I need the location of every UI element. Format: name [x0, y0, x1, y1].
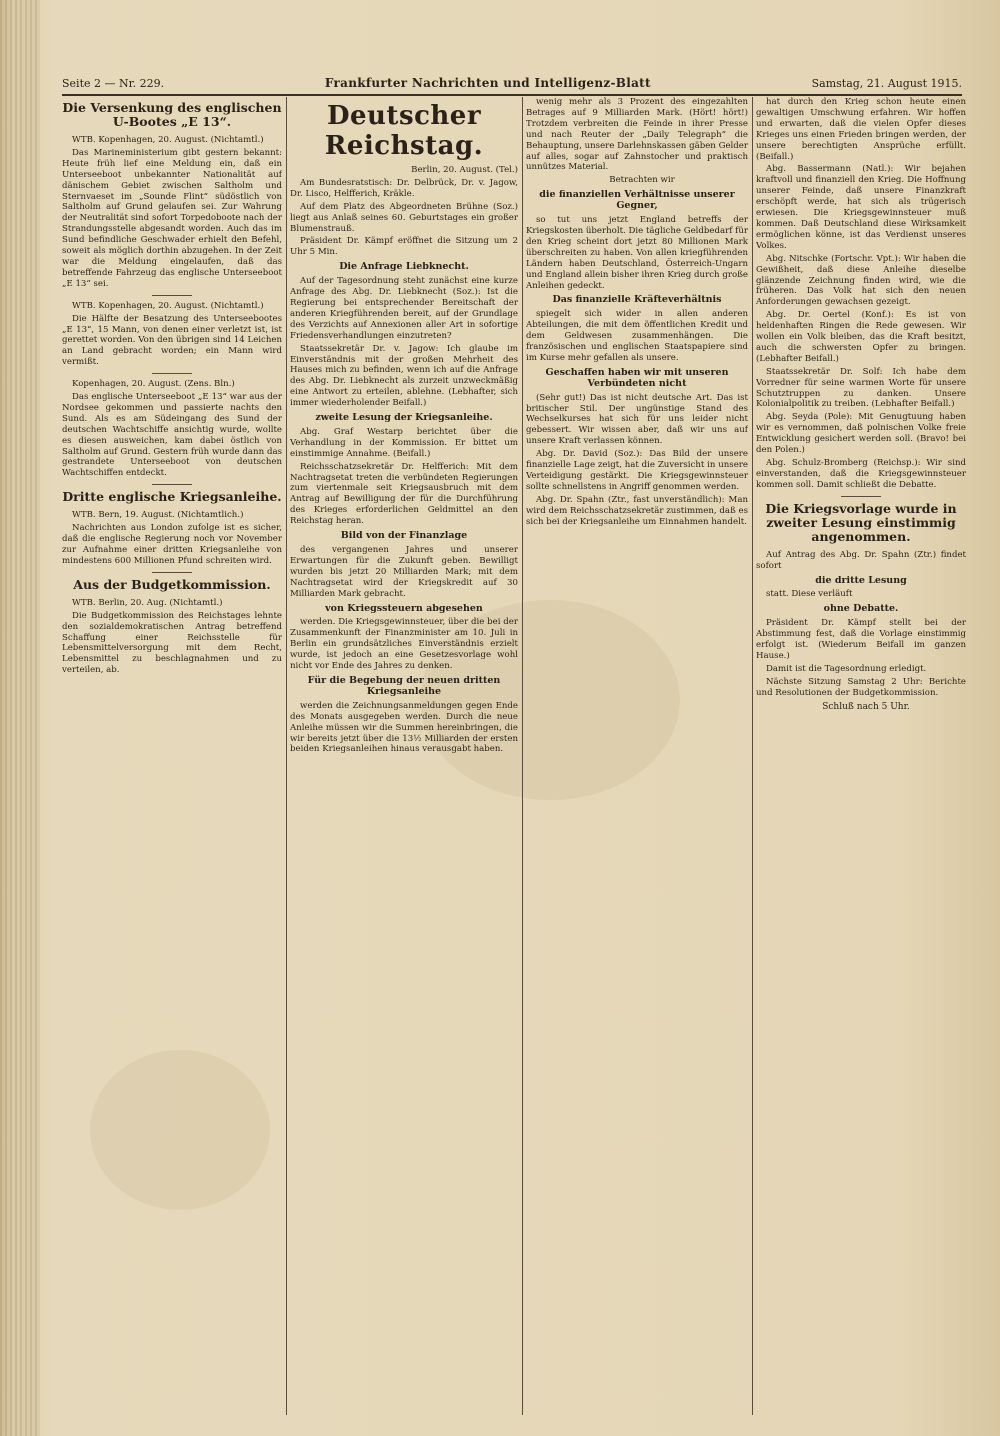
column-rule	[752, 97, 753, 1415]
separator	[152, 572, 192, 573]
column-rule	[522, 97, 523, 1415]
section-subheading: Geschaffen haben wir mit unseren Verbündeten nicht	[545, 366, 729, 389]
article-text: Präsident Dr. Kämpf eröffnet die Sitzung um 2 Uhr 5 Min.	[290, 236, 518, 258]
section-subheading: ohne Debatte.	[823, 603, 899, 615]
article-headline: Die Kriegsvorlage wurde in zweiter Lesung einstimmig angenommen.	[765, 500, 957, 544]
section-subheading: die finanziellen Verhältnisse unserer Gegner,	[539, 189, 735, 212]
closing-note: Schluß nach 5 Uhr.	[822, 701, 910, 712]
article-headline: Aus der Budgetkommission.	[73, 576, 271, 592]
article-text: spiegelt sich wider in allen anderen Abteilungen, die mit dem öffentlichen Kredit und dem Geldwesen zusammenhängen. Die französischen und englischen Staatspapiere sind im Kurse mehr gefallen als unsere.	[526, 309, 748, 363]
column-3	[526, 97, 748, 1415]
column-1	[62, 97, 282, 1415]
article-text: Abg. Seyda (Pole): Mit Genugtuung haben wir es vernommen, daß polnischen Volke freie Entwicklung gesichert werden soll. (Bravo! bei den Polen.)	[756, 412, 966, 456]
article-text: Präsident Dr. Kämpf stellt bei der Abstimmung fest, daß die Vorlage einstimmig erfolgt ist. (Wiederum Beifall im ganzen Hause.)	[756, 618, 966, 661]
article-text: Betrachten wir	[609, 175, 675, 186]
separator	[152, 373, 192, 374]
article-text: statt. Diese verläuft	[766, 589, 853, 600]
article-text: hat durch den Krieg schon heute einen gewaltigen Umschwung erfahren. Wir hoffen und erwarten, daß die vielen Opfer dieses Krieges uns einen Frieden bringen werden, der unsere berechtigten Ansprüche erfüllt. (Beifall.)	[756, 97, 966, 162]
article-text: Nachrichten aus London zufolge ist es sicher, daß die englische Regierung noch vor November zur Aufnahme einer dritten Kriegsanleihe von mindestens 600 Millionen Pfund schreiten wird.	[62, 523, 282, 566]
article-text: (Sehr gut!) Das ist nicht deutsche Art. Das ist britischer Stil. Der ungünstige Stand des Wechselkurses hat sich für uns leider nicht gebessert. Wir wissen aber, daß wir uns auf unsere Kraft verlassen können.	[526, 392, 748, 447]
dateline: WTB. Kopenhagen, 20. August. (Nichtamtl.)	[72, 300, 264, 311]
dateline: Kopenhagen, 20. August. (Zens. Bln.)	[72, 379, 235, 390]
section-subheading: von Kriegssteuern abgesehen	[325, 602, 483, 614]
header-masthead: Frankfurter Nachrichten und Intelligenz-Blatt	[324, 76, 651, 90]
article-text: Am Bundesratstisch: Dr. Delbrück, Dr. v. Jagow, Dr. Lisco, Helfferich, Kräkle.	[290, 177, 518, 199]
article-text: wenig mehr als 3 Prozent des eingezahlten Betrages auf 9 Milliarden Mark. (Hört! hört!) Trotzdem verbreiten die Feinde in ihrer Presse und nach Reuter der „Daily Telegraph“ die Behauptung, unsere Darlehnskassen gäben Gelder auf alles, sogar auf Zahnstocher und praktisch unnützes Material.	[526, 97, 748, 173]
article-headline: Dritte englische Kriegsanleihe.	[62, 489, 282, 505]
article-text: so tut uns jetzt England betreffs der Kriegskosten überholt. Die tägliche Geldbedarf für den Krieg scheint dort jetzt 80 Millionen Mark überschreiten zu haben. Von allen kriegführenden Ländern haben Deutschland, Österreich-Ungarn und England allein bisher ihren Krieg durch große Anleihen gedeckt.	[526, 215, 748, 291]
dateline: WTB. Berlin, 20. Aug. (Nichtamtl.)	[72, 597, 223, 608]
header-page-number: Seite 2 — Nr. 229.	[62, 76, 165, 90]
article-text: Auf dem Platz des Abgeordneten Brühne (Soz.) liegt aus Anlaß seines 60. Geburtstages ein großer Blumenstrauß.	[290, 201, 518, 234]
section-subheading: Die Anfrage Liebknecht.	[339, 261, 469, 273]
page-binding-edge	[0, 0, 40, 1436]
page-title: Deutscher Reichstag.	[324, 101, 484, 161]
article-text: werden die Zeichnungsanmeldungen gegen Ende des Monats ausgegeben werden. Durch die neue Anleihe müssen wir die Summen hereinbringen, die wir bereits jetzt über die 13½ Milliarden der ersten beiden Kriegsanleihen hinaus verausgabt haben.	[290, 700, 518, 755]
separator	[152, 295, 192, 296]
page-header	[62, 72, 962, 96]
section-subheading: zweite Lesung der Kriegsanleihe.	[315, 412, 493, 424]
article-text: Abg. Schulz-Bromberg (Reichsp.): Wir sind einverstanden, daß die Kriegsgewinnsteuer kommen soll. Damit schließt die Debatte.	[756, 458, 966, 490]
article-text: Nächste Sitzung Samstag 2 Uhr: Berichte und Resolutionen der Budgetkommission.	[756, 676, 966, 698]
dateline: Berlin, 20. August. (Tel.)	[411, 165, 518, 175]
separator	[152, 484, 192, 485]
dateline: WTB. Bern, 19. August. (Nichtamtlich.)	[72, 510, 244, 521]
section-subheading: Das finanzielle Kräfteverhältnis	[552, 294, 722, 306]
article-text: Abg. Nitschke (Fortschr. Vpt.): Wir haben die Gewißheit, daß diese Anleihe dieselbe glänzende Zeichnung finden wird, wie die früheren. Das Volk hat sich den neuen Anforderungen gewachsen gezeigt.	[756, 253, 966, 308]
article-text: Damit ist die Tagesordnung erledigt.	[766, 663, 927, 674]
article-text: Das englische Unterseeboot „E 13“ war aus der Nordsee gekommen und passierte nachts den Sund. Als es am Südeingang des Sund der deutschen Wachtschiffe ansichtig wurde, wollte es diesen ausweichen, kam dabei östlich von Saltholm auf Grund. Gestern früh wurde dann das gestrandete Unterseeboot von deutschen Wachtschiffen entdeckt.	[62, 392, 282, 479]
article-text: Abg. Dr. Oertel (Konf.): Es ist von heldenhaften Ringen die Rede gewesen. Wir wollen ein Volk bleiben, das die Kraft besitzt, auch die schwersten Opfer zu bringen. (Lebhafter Beifall.)	[756, 310, 966, 364]
article-text: Abg. Graf Westarp berichtet über die Verhandlung in der Kommission. Er bittet um einstimmige Annahme. (Beifall.)	[290, 426, 518, 459]
article-text: Staatssekretär Dr. v. Jagow: Ich glaube im Einverständnis mit der großen Mehrheit des Hauses mich zu befinden, wenn ich auf die Anfrage des Abg. Dr. Liebknecht als zurzeit unzweckmäßig eine Antwort zu erteilen, ablehne. (Lebhafter, sich immer wiederholender Beifall.)	[290, 343, 518, 409]
article-text: Das Marineministerium gibt gestern bekannt: Heute früh lief eine Meldung ein, daß ein Unterseeboot unbekannter Nationalität auf dänischem Gebiet zwischen Saltholm und Sternvaeset im „Sounde Flint“ südöstlich von Saltholm auf Grund gelaufen sei. Zur Wahrung der Neutralität sind sofort Torpedoboote nach der Strandungsstelle abgesandt worden. Auch das im Sund befindliche Geschwader erhielt den Befehl, soweit als möglich dorthin abzugehen. In der Zeit war die Meldung eingelaufen, daß das betreffende Fahrzeug das englische Unterseeboot „E 13“ sei.	[62, 147, 282, 289]
article-text: werden. Die Kriegsgewinnsteuer, über die bei der Zusammenkunft der Finanzminister am 10. Juli in Berlin ein grundsätzliches Einverständnis erzielt wurde, ist jedoch an eine Gesetzesvorlage wohl nicht vor Ende des Jahres zu denken.	[290, 617, 518, 672]
section-subheading: die dritte Lesung	[815, 574, 907, 586]
article-text: des vergangenen Jahres und unserer Erwartungen für die Zukunft geben. Bewilligt wurden bis jetzt 20 Milliarden Mark; mit dem Nachtragsetat wird der Kriegskredit auf 30 Milliarden Mark gebracht.	[290, 545, 518, 599]
article-text: Auf Antrag des Abg. Dr. Spahn (Ztr.) findet sofort	[756, 549, 966, 571]
article-text: Auf der Tagesordnung steht zunächst eine kurze Anfrage des Abg. Dr. Liebknecht (Soz.): Ist die Regierung bei entsprechender Bereitschaft der anderen Kriegführenden bereit, auf der Grundlage des Verzichts auf Annexionen aller Art in sofortige Friedensverhandlungen einzutreten?	[290, 276, 518, 341]
dateline: WTB. Kopenhagen, 20. August. (Nichtamtl.)	[72, 135, 264, 145]
column-2	[290, 97, 518, 1415]
article-text: Die Budgetkommission des Reichstages lehnte den sozialdemokratischen Antrag betreffend Schaffung einer Reichsstelle für Lebensmittelversorgung mit dem Recht, Lebensmittel zu beschlagnahmen und zu verteilen, ab.	[62, 610, 282, 676]
article-text: Abg. Dr. Spahn (Ztr., fast unverständlich): Man wird dem Reichsschatzsekretär zustimmen, daß es sich bei der Kriegsanleihe um Einnahmen handelt.	[526, 494, 748, 527]
article-text: Abg. Dr. David (Soz.): Das Bild der unsere finanzielle Lage zeigt, hat die Zuversicht in unsere Verteidigung gestärkt. Die Kriegsgewinnsteuer sollte schnellstens in Angriff genommen werden.	[526, 449, 748, 492]
article-text: Abg. Bassermann (Natl.): Wir bejahen kraftvoll und finanziell den Krieg. Die Hoffnung unserer Feinde, daß unsere Finanzkraft erschöpft werde, hat sich als trügerisch erwiesen. Die Kriegsgewinnsteuer muß kommen. Daß Deutschland diese Wirksamkeit ermöglichen könne, ist das Verdienst unseres Volkes.	[756, 164, 966, 251]
section-subheading: Für die Begebung der neuen dritten Kriegsanleihe	[307, 674, 501, 697]
section-subheading: Bild von der Finanzlage	[340, 530, 468, 542]
article-text: Reichsschatzsekretär Dr. Helfferich: Mit dem Nachtragsetat treten die verbündeten Regierungen zum viertenmale seit Kriegsausbruch mit dem Antrag auf Bewilligung der für die Durchführung des Krieges erforderlichen Geldmittel an den Reichstag heran.	[290, 461, 518, 527]
column-4	[756, 97, 966, 1415]
column-rule	[286, 97, 287, 1415]
article-text: Die Hälfte der Besatzung des Unterseebootes „E 13“, 15 Mann, von denen einer verletzt ist, ist gerettet worden. Von den übrigen sind 14 Leichen an Land gebracht worden; ein Mann wird vermißt.	[62, 313, 282, 368]
article-text: Staatssekretär Dr. Solf: Ich habe dem Vorredner für seine warmen Worte für unsere Schutztruppen zu danken. Unsere Kolonialpolitik zu treiben. (Lebhafter Beifall.)	[756, 366, 966, 410]
header-date: Samstag, 21. August 1915.	[811, 76, 962, 90]
article-headline: Die Versenkung des englischen U-Bootes „E 13“.	[62, 100, 282, 129]
separator	[841, 496, 881, 497]
